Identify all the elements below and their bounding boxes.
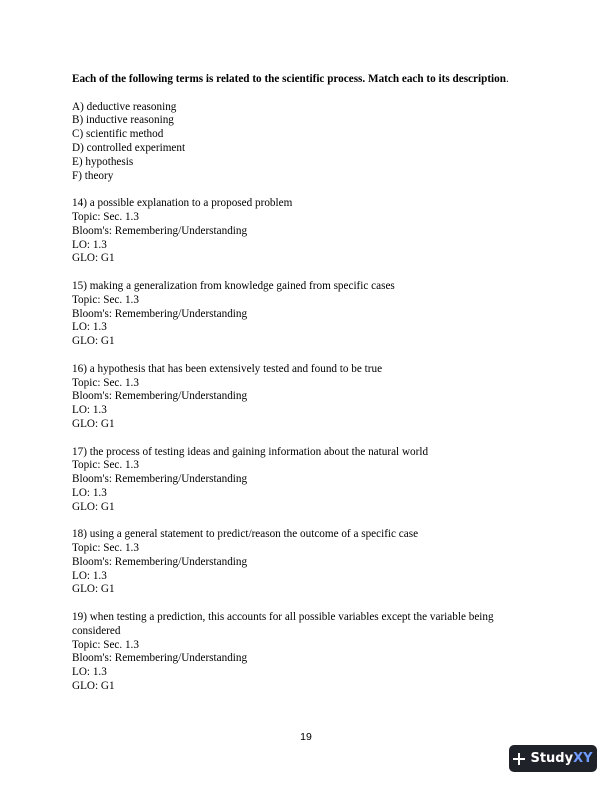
- question-lo: LO: 1.3: [72, 321, 107, 334]
- question-topic: Topic: Sec. 1.3: [72, 210, 139, 223]
- instructions: [72, 73, 540, 87]
- question-text: 15) making a generalization from knowledge gained from specific cases: [72, 279, 395, 292]
- badge-study-text: Study: [530, 751, 574, 766]
- question-glo: GLO: G1: [72, 417, 115, 430]
- question-glo: GLO: G1: [72, 335, 115, 348]
- question-glo: GLO: G1: [72, 680, 115, 693]
- question-blooms: Bloom's: Remembering/Understanding: [72, 652, 248, 665]
- question-lo: LO: 1.3: [72, 404, 107, 417]
- question-glo: GLO: G1: [72, 500, 115, 513]
- question-16: [72, 363, 540, 432]
- choice-b: B) inductive reasoning: [72, 114, 174, 127]
- page-number: 19: [300, 731, 312, 743]
- question-topic: Topic: Sec. 1.3: [72, 376, 139, 389]
- question-topic: Topic: Sec. 1.3: [72, 638, 139, 651]
- question-15: [72, 280, 540, 349]
- question-lo: LO: 1.3: [72, 238, 107, 251]
- document-page: [72, 73, 540, 694]
- question-lo: LO: 1.3: [72, 666, 107, 679]
- instructions-text: Each of the following terms is related to the scientific process. Match each to its description: [72, 73, 506, 85]
- question-18: [72, 528, 540, 597]
- choice-a: A) deductive reasoning: [72, 100, 177, 113]
- choice-c: C) scientific method: [72, 128, 164, 141]
- instructions-period: .: [505, 73, 509, 85]
- choice-d: D) controlled experiment: [72, 141, 186, 154]
- question-topic: Topic: Sec. 1.3: [72, 542, 139, 555]
- plus-icon: [513, 753, 525, 765]
- question-lo: LO: 1.3: [72, 486, 107, 499]
- question-glo: GLO: G1: [72, 583, 115, 596]
- question-blooms: Bloom's: Remembering/Understanding: [72, 555, 248, 568]
- question-blooms: Bloom's: Remembering/Understanding: [72, 224, 248, 237]
- question-blooms: Bloom's: Remembering/Understanding: [72, 473, 248, 486]
- studyxy-badge[interactable]: [509, 745, 597, 772]
- question-19: [72, 611, 540, 694]
- question-lo: LO: 1.3: [72, 569, 107, 582]
- answer-choices: [72, 101, 540, 184]
- question-text: 18) using a general statement to predict/reason the outcome of a specific case: [72, 528, 419, 541]
- question-glo: GLO: G1: [72, 252, 115, 265]
- question-text: 14) a possible explanation to a proposed problem: [72, 197, 293, 210]
- choice-e: E) hypothesis: [72, 155, 134, 168]
- choice-f: F) theory: [72, 169, 114, 182]
- question-text: 17) the process of testing ideas and gaining information about the natural world: [72, 445, 429, 458]
- badge-xy-text: XY: [573, 751, 593, 766]
- question-topic: Topic: Sec. 1.3: [72, 459, 139, 472]
- question-blooms: Bloom's: Remembering/Understanding: [72, 390, 248, 403]
- question-14: [72, 197, 540, 266]
- question-text: 19) when testing a prediction, this accounts for all possible variables except the variable being considered: [72, 611, 494, 637]
- question-blooms: Bloom's: Remembering/Understanding: [72, 307, 248, 320]
- badge-label: [530, 751, 592, 766]
- question-17: [72, 446, 540, 515]
- question-topic: Topic: Sec. 1.3: [72, 293, 139, 306]
- question-text: 16) a hypothesis that has been extensively tested and found to be true: [72, 362, 383, 375]
